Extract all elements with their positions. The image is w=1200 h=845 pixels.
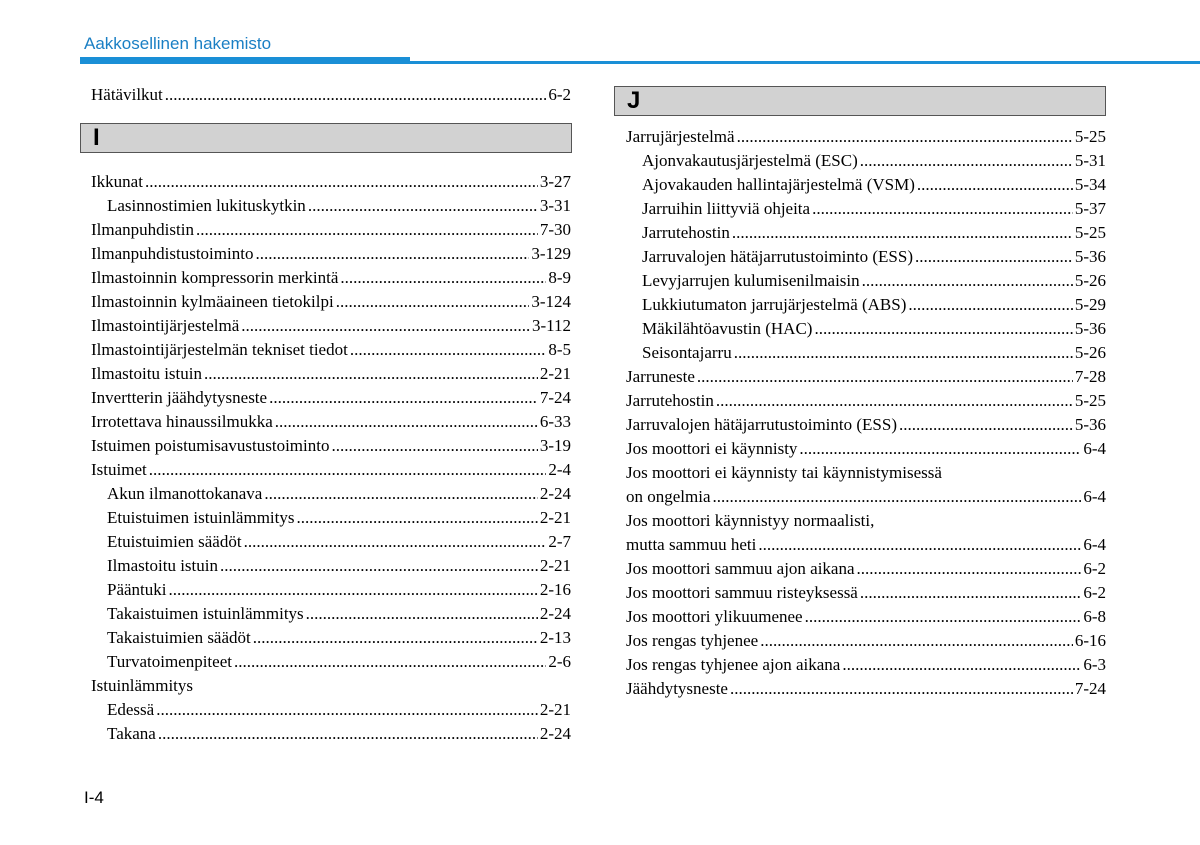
index-entry-term: Jos moottori käynnistyy normaalisti, [626,511,875,530]
index-entry-page: 6-4 [1083,439,1106,458]
index-entry-page: 7-24 [539,388,571,407]
dot-leader [697,365,1073,389]
dot-leader [308,194,538,218]
dot-leader [732,221,1073,245]
index-entry-term: Invertterin jäähdytysneste [91,388,268,407]
index-entry [91,242,571,266]
index-entry-page: 7-28 [1074,367,1106,386]
index-entry-page: 2-21 [539,364,571,383]
section-letter: I [93,124,100,151]
index-entry [626,677,1106,701]
index-entry [626,413,1106,437]
index-entry-term: Ajovakauden hallintajärjestelmä (VSM) [642,175,915,194]
dot-leader [244,530,547,554]
right-column-entries [626,125,1106,701]
dot-leader [269,386,538,410]
index-entry-term: Istuimet [91,460,147,479]
index-entry [91,650,571,674]
dot-leader [275,410,538,434]
dot-leader [306,602,538,626]
index-entry-term: Ilmastoinnin kylmäaineen tietokilpi [91,292,334,311]
dot-leader [264,482,538,506]
index-entry-page: 2-6 [548,652,571,671]
dot-leader [842,653,1081,677]
index-entry [626,389,1106,413]
index-entry-term: Jarrujärjestelmä [626,127,735,146]
index-entry-term: Ilmastoitu istuin [107,556,218,575]
index-entry-term: Ikkunat [91,172,143,191]
index-entry [626,485,1106,509]
index-entry-term: Ilmastointijärjestelmä [91,316,240,335]
index-entry [91,458,571,482]
index-entry-term: Etuistuimen istuinlämmitys [107,508,295,527]
dot-leader [713,485,1082,509]
index-entry-page: 6-2 [1083,583,1106,602]
dot-leader [241,314,530,338]
index-entry-page: 7-30 [539,220,571,239]
index-entry-term: Jos moottori ei käynnisty tai käynnistymisessä [626,463,942,482]
dot-leader [156,698,538,722]
index-entry [91,218,571,242]
index-entry-page: 5-26 [1074,343,1106,362]
index-entry [626,365,1106,389]
dot-leader [255,242,529,266]
dot-leader [149,458,547,482]
index-entry-term: Jos moottori ylikuumenee [626,607,803,626]
left-column-top [91,83,571,107]
index-entry-page: 3-19 [539,436,571,455]
dot-leader [805,605,1082,629]
index-entry-page: 5-31 [1074,151,1106,170]
index-entry-page: 5-29 [1074,295,1106,314]
dot-leader [915,245,1073,269]
dot-leader [734,341,1073,365]
index-entry-term: Jos rengas tyhjenee [626,631,759,650]
dot-leader [799,437,1081,461]
dot-leader [899,413,1073,437]
index-entry-page: 2-4 [548,460,571,479]
index-entry [91,266,571,290]
index-entry [626,317,1106,341]
index-entry-term: Ilmastoinnin kompressorin merkintä [91,268,339,287]
index-entry-page: 6-3 [1083,655,1106,674]
index-entry [626,653,1106,677]
dot-leader [350,338,547,362]
index-entry-page: 2-21 [539,508,571,527]
index-entry [91,674,571,698]
index-entry-term: mutta sammuu heti [626,535,757,554]
index-entry-page: 5-36 [1074,247,1106,266]
index-entry [626,533,1106,557]
index-entry-page: 5-36 [1074,415,1106,434]
index-entry [91,314,571,338]
index-entry [91,578,571,602]
index-entry-page: 8-9 [548,268,571,287]
index-entry-term: Jarrutehostin [642,223,730,242]
dot-leader [331,434,537,458]
index-entry-term: Istuimen poistumisavustustoiminto [91,436,330,455]
dot-leader [857,557,1082,581]
index-entry [626,341,1106,365]
index-entry-page: 6-16 [1074,631,1106,650]
index-entry-term: Lukkiutumaton jarrujärjestelmä (ABS) [642,295,907,314]
index-entry-page: 6-4 [1083,487,1106,506]
index-entry [626,557,1106,581]
index-entry [91,482,571,506]
index-entry [626,461,1106,485]
index-entry [91,362,571,386]
index-entry [91,83,571,107]
index-entry [91,386,571,410]
index-entry-term: Akun ilmanottokanava [107,484,263,503]
page-header-title: Aakkosellinen hakemisto [84,34,272,53]
index-entry [91,434,571,458]
dot-leader [234,650,546,674]
index-entry-page: 2-24 [539,484,571,503]
index-entry-page: 5-25 [1074,127,1106,146]
index-entry-term: Ilmastoitu istuin [91,364,202,383]
index-entry [91,626,571,650]
dot-leader [730,677,1073,701]
index-entry [626,245,1106,269]
dot-leader [165,83,547,107]
index-entry-term: on ongelmia [626,487,711,506]
section-letter: J [627,87,641,114]
section-header-j [614,86,1106,116]
index-entry-page: 3-124 [531,292,571,311]
dot-leader [758,533,1081,557]
index-entry [626,293,1106,317]
dot-leader [158,722,538,746]
dot-leader [814,317,1072,341]
index-entry [91,194,571,218]
header-rule-thin [410,61,1200,64]
index-entry [91,506,571,530]
index-entry-page: 2-16 [539,580,571,599]
dot-leader [737,125,1073,149]
dot-leader [169,578,538,602]
dot-leader [196,218,538,242]
index-entry [626,173,1106,197]
index-entry-term: Seisontajarru [642,343,732,362]
index-entry-term: Jos moottori sammuu risteyksessä [626,583,858,602]
index-entry-term: Turvatoimenpiteet [107,652,232,671]
dot-leader [336,290,530,314]
index-entry-term: Jos moottori sammuu ajon aikana [626,559,855,578]
dot-leader [145,170,538,194]
dot-leader [812,197,1073,221]
index-entry-page: 6-33 [539,412,571,431]
index-entry [91,698,571,722]
index-entry-page: 5-36 [1074,319,1106,338]
index-entry-term: Jarruneste [626,367,695,386]
index-entry-term: Jos moottori ei käynnisty [626,439,798,458]
index-entry-term: Jarruvalojen hätäjarrutustoiminto (ESS) [626,415,897,434]
index-entry [91,410,571,434]
dot-leader [862,269,1073,293]
dot-leader [296,506,537,530]
index-entry-page: 2-24 [539,604,571,623]
index-entry [91,338,571,362]
index-entry-term: Istuinlämmitys [91,676,193,695]
index-entry-page: 5-26 [1074,271,1106,290]
index-entry-page: 5-37 [1074,199,1106,218]
dot-leader [860,581,1081,605]
index-entry-page: 5-34 [1074,175,1106,194]
header-rule-thick [80,57,410,64]
index-entry [626,269,1106,293]
index-entry [91,554,571,578]
index-entry-page: 3-27 [539,172,571,191]
index-entry-page: 6-2 [548,85,571,104]
index-entry-page: 5-25 [1074,391,1106,410]
page-number: I-4 [84,788,104,807]
index-entry [626,629,1106,653]
index-entry-page: 6-2 [1083,559,1106,578]
index-entry-term: Jarruvalojen hätäjarrutustoiminto (ESS) [642,247,913,266]
index-entry-term: Ajonvakautusjärjestelmä (ESC) [642,151,858,170]
index-entry-term: Jos rengas tyhjenee ajon aikana [626,655,841,674]
index-entry [626,125,1106,149]
index-entry-term: Ilmastointijärjestelmän tekniset tiedot [91,340,348,359]
index-entry [626,149,1106,173]
index-entry-page: 3-129 [531,244,571,263]
dot-leader [716,389,1073,413]
index-entry-page: 5-25 [1074,223,1106,242]
index-entry-term: Jarruihin liittyviä ohjeita [642,199,811,218]
dot-leader [220,554,538,578]
index-entry-page: 2-21 [539,556,571,575]
left-column-entries [91,170,571,746]
index-entry-page: 2-13 [539,628,571,647]
index-entry-page: 3-31 [539,196,571,215]
index-entry-term: Irrotettava hinaussilmukka [91,412,273,431]
index-entry-term: Takaistuimen istuinlämmitys [107,604,304,623]
index-entry-term: Jäähdytysneste [626,679,728,698]
index-entry-term: Hätävilkut [91,85,163,104]
index-entry-page: 8-5 [548,340,571,359]
dot-leader [908,293,1072,317]
index-entry-term: Levyjarrujen kulumisenilmaisin [642,271,860,290]
index-entry-page: 6-8 [1083,607,1106,626]
index-entry [91,602,571,626]
index-entry-term: Ilmanpuhdistustoiminto [91,244,254,263]
index-entry [91,290,571,314]
index-entry-page: 7-24 [1074,679,1106,698]
index-entry [626,581,1106,605]
index-entry [626,605,1106,629]
index-entry [91,170,571,194]
dot-leader [917,173,1073,197]
index-entry-term: Etuistuimien säädöt [107,532,242,551]
index-entry-term: Takana [107,724,156,743]
index-entry-page: 2-7 [548,532,571,551]
index-entry [91,722,571,746]
index-entry [626,437,1106,461]
section-header-i [80,123,572,153]
dot-leader [860,149,1073,173]
index-entry-term: Pääntuki [107,580,167,599]
index-entry-term: Mäkilähtöavustin (HAC) [642,319,813,338]
index-entry-page: 3-112 [531,316,571,335]
index-entry-page: 2-24 [539,724,571,743]
dot-leader [204,362,538,386]
index-entry [626,509,1106,533]
index-entry-term: Takaistuimien säädöt [107,628,251,647]
index-entry-term: Lasinnostimien lukituskytkin [107,196,306,215]
index-entry [91,530,571,554]
dot-leader [760,629,1073,653]
index-entry-page: 2-21 [539,700,571,719]
index-entry-term: Ilmanpuhdistin [91,220,194,239]
index-entry-term: Edessä [107,700,155,719]
index-entry-term: Jarrutehostin [626,391,714,410]
index-entry [626,221,1106,245]
index-entry [626,197,1106,221]
dot-leader [253,626,538,650]
index-entry-page: 6-4 [1083,535,1106,554]
dot-leader [340,266,546,290]
